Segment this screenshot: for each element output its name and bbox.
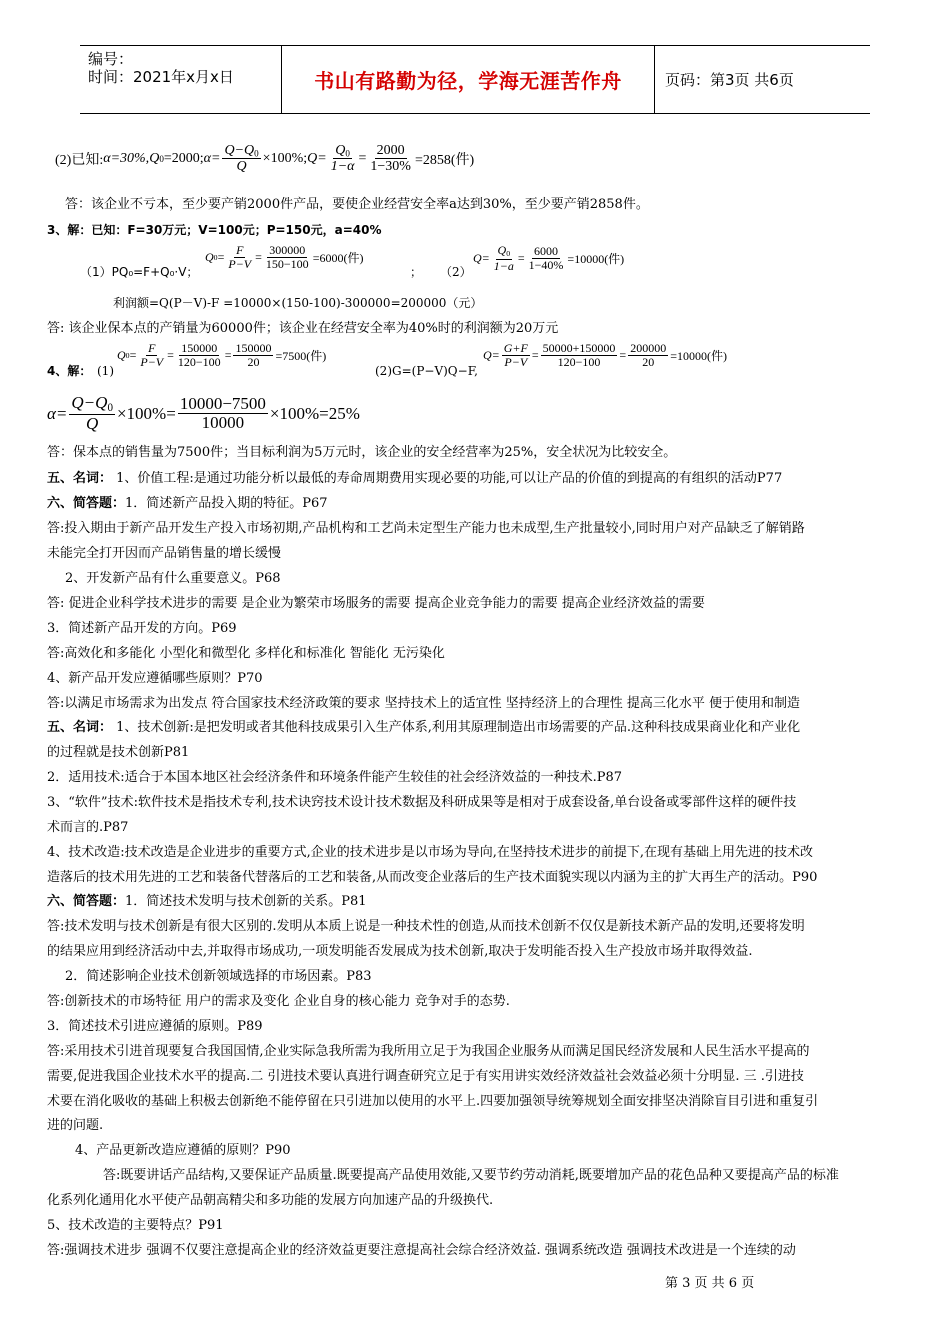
text-line: 答:高效化和多能化 小型化和微型化 多样化和标准化 智能化 无污染化 xyxy=(47,646,445,661)
formula-line-1: (2)已知: α=30%, Q 0 =2000; α= $\frac{Q-Q_0}{Q}$ ×100%; Q= $\frac{Q_0}{1-\alpha}$ = $\frac{2000}{1-30\%}$ =2858(件) xyxy=(55,143,475,175)
text-line: 2、开发新产品有什么重要意义。P68 xyxy=(65,571,281,586)
text-line: 3．简述技术引进应遵循的原则。P89 xyxy=(47,1019,263,1034)
header-meta xyxy=(80,46,280,113)
fraction: $\frac{Q_0}{1-\alpha}$ xyxy=(330,143,355,175)
fraction: $\frac{50000+150000}{120-100}$ xyxy=(542,341,616,370)
text-line: (1) xyxy=(97,364,114,378)
text-line: 的结果应用到经济活动中去,并取得市场成功,一项发明能否发展成为技术创新,取决于发明能否投入生产投放市场并取得效益. xyxy=(47,944,753,959)
text-line: 4、技术改造:技术改造是企业进步的重要方式,企业的技术进步是以市场为导向,在坚持技术进步的前提下,在现有基础上用先进的技术改 xyxy=(47,845,814,860)
header-table xyxy=(80,45,870,114)
formula-line-4a: Q 0 = $\frac{F}{P-V}$ = $\frac{150000}{120-100}$ = $\frac{150000}{20}$ =7500(件) xyxy=(117,341,327,370)
fraction: $\frac{Q-Q_0}{Q}$ xyxy=(224,143,259,175)
formula-text: Q= xyxy=(307,150,327,166)
page-footer: 第 3 页 共 6 页 xyxy=(665,1276,755,1291)
text-line: 术要在消化吸收的基础上积极去创新绝不能停留在只引进加以使用的水平上.四要加强领导统筹规划全面安排坚决消除盲目引进和重复引 xyxy=(47,1094,819,1109)
text-line: 答:以满足市场需求为出发点 符合国家技术经济政策的要求 坚持技术上的适宜性 坚持经济上的合理性 提高三化水平 便于使用和制造 xyxy=(47,696,801,711)
text-line: 需要,促进我国企业技术水平的提高.二 引进技术要认真进行调查研究立足于有实用讲实效经济效益社会效益必须十分明显. 三 .引进技 xyxy=(47,1069,804,1084)
formula-prefix: (2)已知: xyxy=(55,152,104,168)
text-line: 3、“软件”技术:软件技术是指技术专利,技术诀窍技术设计技术数据及科研成果等是相对于成套设备,单台设备或零部件这样的硬件技 xyxy=(47,795,797,810)
formula-line-3b: Q= $\frac{Q_0}{1-a}$ = $\frac{6000}{1-40\%}$ =10000(件) xyxy=(473,243,625,273)
fraction: $\frac{300000}{150-100}$ xyxy=(265,243,309,272)
code-label: 编号： xyxy=(88,50,134,68)
text-line: 4、解： xyxy=(47,364,92,378)
fraction: $\frac{G+F}{P-V}$ xyxy=(503,341,528,370)
text-line: 造落后的技术用先进的工艺和装备代替落后的工艺和装备,从而改变企业落后的生产技术面貌实现以内涵为主的扩大再生产的活动。P90 xyxy=(47,870,818,885)
section-heading: 五、名词： xyxy=(47,720,113,735)
text-line: 答: 该企业保本点的产销量为60000件；该企业在经营安全率为40%时的利润额为20万元 xyxy=(47,321,559,336)
text-line: 3．简述新产品开发的方向。P69 xyxy=(47,621,237,636)
formula-text: α= xyxy=(203,150,221,166)
text-line: 未能完全打开因而产品销售量的增长缓慢 xyxy=(47,546,282,561)
fraction: $\frac{Q_0}{1-a}$ xyxy=(493,243,514,273)
text-line: 五、名词： 1、价值工程:是通过功能分析以最低的寿命周期费用实现必要的功能,可以让产品的价值的到提高的有组织的活动P77 xyxy=(47,471,783,486)
time-label: 时间：2021年x月x日 xyxy=(88,68,234,86)
header-page-info: 页码：第3页 共6页 xyxy=(665,71,794,89)
text-line: 利润额=Q(P－V)-F =10000×(150-100)-300000=200000（元） xyxy=(113,296,483,310)
section-heading: 六、简答题： xyxy=(47,894,126,909)
text-line: 答：该企业不亏本，至少要产销2000件产品，要使企业经营安全率a达到30%，至少要产销2858件。 xyxy=(65,197,649,212)
fraction: $\frac{Q-Q_0}{Q}$ xyxy=(71,393,113,433)
text-line: 答:技术发明与技术创新是有很大区别的.发明从本质上说是一种技术性的创造,从而技术创新不仅仅是新技术新产品的发明,还要将发明 xyxy=(47,919,805,934)
text-line: 4、新产品开发应遵循哪些原则？P70 xyxy=(47,671,263,686)
formula-text: ×100%; xyxy=(262,150,308,166)
text-line: 答: 促进企业科学技术进步的需要 是企业为繁荣市场服务的需要 提高企业竞争能力的需要 提高企业经济效益的需要 xyxy=(47,596,705,611)
text-line: 化系列化通用化水平使产品朝高精尖和多功能的发展方向加速产品的升级换代. xyxy=(47,1193,494,1208)
text-line: 2．适用技术:适合于本国本地区社会经济条件和环境条件能产生较佳的社会经济效益的一种技术.P87 xyxy=(47,770,623,785)
formula-alpha: α= $\frac{Q-Q_0}{Q}$ ×100%= $\frac{10000-7500}{10000}$ ×100%=25% xyxy=(47,393,360,433)
formula-result: =2858(件) xyxy=(414,152,475,168)
text-line: (2)G=(P−V)Q−F, xyxy=(375,364,478,378)
fraction: $\frac{F}{P-V}$ xyxy=(228,243,252,272)
fraction: $\frac{2000}{1-30\%}$ xyxy=(370,143,411,175)
header-motto: 书山有路勤为径，学海无涯苦作舟 xyxy=(314,69,622,93)
formula-line-4b: Q= $\frac{G+F}{P-V}$ = $\frac{50000+150000}{120-100}$ = $\frac{200000}{20}$ =10000(件) xyxy=(483,341,727,370)
text-line: 5、技术改造的主要特点？P91 xyxy=(47,1218,224,1233)
text-line: 术而言的.P87 xyxy=(47,820,129,835)
formula-text: =2000; xyxy=(163,150,204,166)
text-line: 六、简答题：1．简述新产品投入期的特征。P67 xyxy=(47,496,328,511)
fraction: $\frac{F}{P-V}$ xyxy=(140,341,164,370)
text-line: 答:投入期由于新产品开发生产投入市场初期,产品机构和工艺尚未定型生产能力也未成型,生产批量较小,同时用户对产品缺乏了解销路 xyxy=(47,521,805,536)
section-heading: 六、简答题： xyxy=(47,496,126,511)
text-line: 答:强调技术进步 强调不仅要注意提高企业的经济效益更要注意提高社会综合经济效益. 强调系统改造 强调技术改进是一个连续的动 xyxy=(47,1243,796,1258)
fraction: $\frac{200000}{20}$ xyxy=(630,341,667,370)
formula-line-3a: Q 0 = $\frac{F}{P-V}$ = $\frac{300000}{150-100}$ =6000(件) xyxy=(205,243,364,272)
fraction: $\frac{10000-7500}{10000}$ xyxy=(179,393,266,433)
text-line: （1）PQ₀=F+Q₀·V； xyxy=(80,265,199,279)
text-line: 答：保本点的销售量为7500件；当目标利润为5万元时，该企业的安全经营率为25%，安全状况为比较安全。 xyxy=(47,445,677,460)
text-line: （2） xyxy=(440,265,472,279)
fraction: $\frac{150000}{120-100}$ xyxy=(177,341,221,370)
formula-text: α=30%, xyxy=(103,150,150,166)
text-line: 答:既要讲话产品结构,又要保证产品质量.既要提高产品使用效能,又要节约劳动消耗,既要增加产品的花色品种又要提高产品的标准 xyxy=(103,1168,839,1183)
text-line: 答:创新技术的市场特征 用户的需求及变化 企业自身的核心能力 竞争对手的态势. xyxy=(47,994,510,1009)
text-line: 答:采用技术引进首现要复合我国国情,企业实际急我所需为我所用立足于为我国企业服务从而满足国民经济发展和人民生活水平提高的 xyxy=(47,1044,810,1059)
section-heading: 五、名词： xyxy=(47,471,113,486)
text-line: ； xyxy=(410,265,423,279)
fraction: $\frac{6000}{1-40\%}$ xyxy=(528,243,564,272)
text-line: 进的问题. xyxy=(47,1118,104,1133)
text-line: 五、名词： 1、技术创新:是把发明或者其他科技成果引入生产体系,利用其原理制造出市场需要的产品.这种科技成果商业化和产业化 xyxy=(47,720,801,735)
header-divider xyxy=(654,46,655,113)
formula-text: Q xyxy=(149,150,160,166)
text-line: 4、产品更新改造应遵循的原则？P90 xyxy=(75,1143,291,1158)
text-line: 3、解：已知：F=30万元；V=100元；P=150元，a=40% xyxy=(47,223,382,237)
text-line: 的过程就是技术创新P81 xyxy=(47,745,190,760)
text-line: 六、简答题：1．简述技术发明与技术创新的关系。P81 xyxy=(47,894,367,909)
fraction: $\frac{150000}{20}$ xyxy=(235,341,272,370)
text-line: 2．简述影响企业技术创新领域选择的市场因素。P83 xyxy=(65,969,372,984)
